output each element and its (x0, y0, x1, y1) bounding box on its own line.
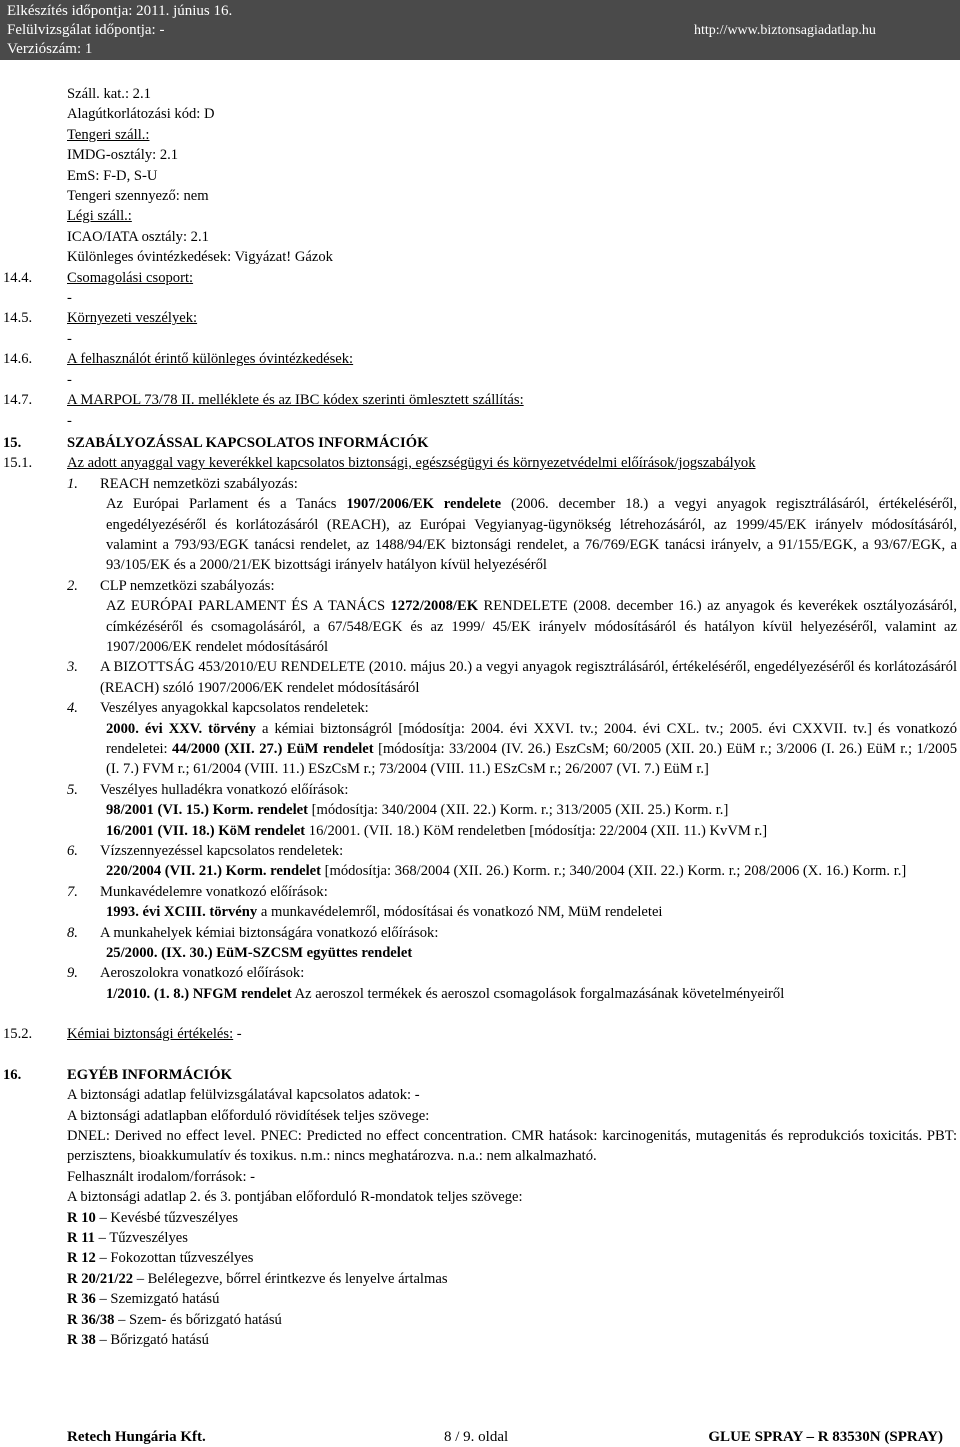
website-link[interactable]: http://www.biztonsagiadatlap.hu (694, 23, 876, 38)
text: (2006. december 18.) a vegyi anyagok regisztrálásáról, értékeléséről, engedélyezéséről és korlátozásáról (REACH), az Európai Vegyianyag-ügynökség létrehozásáról, az 1999/45/EK irányelv módosításáról, valamint a 793/93/EGK tanácsi rendelet, az 1488/94/EK biztonsági rendelet, a 76/769/EGK tanácsi irányelv, a 91/155/EGK, a 93/67/EGK, a 93/105/EK és a 2000/21/EK bizottsági irányelv hatályon kívül helyezéséről (106, 496, 957, 574)
regulation-ref: 98/2001 (VI. 15.) Korm. rendelet (106, 802, 308, 819)
item-title: Veszélyes anyagokkal kapcsolatos rendeletek: (100, 700, 369, 717)
item-number: 8. (67, 924, 78, 941)
section-value: - (67, 412, 72, 429)
section-title: A MARPOL 73/78 II. melléklete és az IBC kódex szerinti ömlesztett szállítás: (67, 392, 524, 409)
transport-class: Száll. kat.: 2.1 (67, 86, 151, 102)
regulation-item-2-text (106, 596, 957, 657)
regulation-item-9 (67, 963, 957, 983)
regulation-item-5-text-b (106, 821, 957, 841)
section-14-4 (0, 268, 960, 288)
transport-block (0, 84, 960, 268)
regulation-item-5-text-a (106, 800, 957, 820)
r-phrase-text: – Tűzveszélyes (94, 1229, 188, 1246)
regulation-item-4 (67, 698, 957, 718)
air-transport-title: Légi száll.: (67, 208, 132, 225)
page-number: 8 / 9. oldal (444, 1429, 509, 1445)
item-number: 1. (67, 475, 78, 492)
r-phrase-item (67, 1310, 957, 1330)
section-number: 15. (3, 434, 22, 451)
section-title: A felhasználót érintő különleges óvintézkedések: (67, 351, 354, 368)
item-title: Aeroszolokra vonatkozó előírások: (100, 965, 305, 982)
r-phrase-text: – Kevésbé tűzveszélyes (95, 1209, 239, 1226)
r-phrase-code: R 20/21/22 (67, 1270, 134, 1287)
item-title: Vízszennyezéssel kapcsolatos rendeletek: (100, 843, 344, 860)
prepared-date: Elkészítés időpontja: 2011. június 16. (7, 3, 233, 19)
section-14-5 (0, 308, 960, 328)
section-16-heading (0, 1065, 960, 1085)
section-14-7 (0, 390, 960, 410)
regulation-ref: 16/2001 (VII. 18.) KöM rendelet (106, 822, 306, 839)
regulation-item-7 (67, 882, 957, 902)
regulation-item-8-text (106, 943, 957, 963)
regulation-ref: 1993. évi XCIII. törvény (106, 904, 258, 921)
item-number: 9. (67, 965, 78, 982)
marine-pollutant: Tengeri szennyező: nem (67, 188, 209, 205)
item-number: 2. (67, 577, 78, 594)
spacer (0, 1004, 960, 1024)
item-text: A BIZOTTSÁG 453/2010/EU RENDELETE (2010. május 20.) a vegyi anyagok regisztrálásáról, értékeléséről, engedélyezéséről és korlátozásáról (REACH) szóló 1907/2006/EK rendelet módosításáról (100, 659, 957, 696)
item-number: 7. (67, 883, 78, 900)
r-phrase-item (67, 1289, 957, 1309)
r-phrase-code: R 11 (67, 1229, 95, 1246)
abbreviations-title: A biztonsági adatlapban előforduló rövidítések teljes szövege: (67, 1107, 430, 1124)
text: 16/2001. (VII. 18.) KöM rendeletben [módosítja: 22/2004 (XII. 11.) KvVM r.] (305, 822, 768, 839)
r-phrase-code: R 10 (67, 1209, 96, 1226)
sea-transport-title: Tengeri száll.: (67, 126, 150, 143)
section-number: 14.4. (3, 269, 33, 286)
section-number: 15.1. (3, 455, 33, 472)
item-number: 4. (67, 700, 78, 717)
regulation-item-8 (67, 923, 957, 943)
regulation-item-3 (67, 657, 957, 698)
regulation-item-9-text (106, 984, 957, 1004)
text: [módosítja: 33/2004 (IV. 26.) EszCsM; 60/2005 (XII. 20.) EüM r.; 3/2006 (I. 26.) EüM r.; 1/2005 (I. 7.) FVM r.; 61/2004 (VIII. 11.) ESzCsM r.; 73/2004 (VIII. 11.) ESzCsM r.; 26/2007 (VI. 7.) EüM r.] (106, 741, 958, 778)
page-header (0, 0, 960, 60)
text: Az Európai Parlament és a Tanács (106, 496, 347, 513)
regulation-ref: 1272/2008/EK (390, 598, 479, 615)
section-title: Környezeti veszélyek: (67, 310, 198, 327)
regulation-item-2 (67, 576, 957, 596)
section-title: Az adott anyaggal vagy keverékkel kapcsolatos biztonsági, egészségügyi és környezetvédelmi előírások/jogszabályok (67, 455, 756, 472)
document-body (0, 84, 960, 1350)
item-title: Veszélyes hulladékra vonatkozó előírások: (100, 781, 349, 798)
item-title: A munkahelyek kémiai biztonságára vonatkozó előírások: (100, 924, 439, 941)
text: a kémiai biztonságról [módosítja: 2004. évi XXVI. tv.; 2004. évi CXL. tv.; 2005. évi CXXVII. tv.] és vonatkozó rendeletei: (106, 720, 957, 757)
page-footer (0, 1428, 960, 1447)
r-phrase-item (67, 1330, 957, 1350)
section-number: 15.2. (3, 1026, 33, 1043)
section-value: - (67, 290, 72, 307)
text: [módosítja: 368/2004 (XII. 26.) Korm. r.; 340/2004 (XII. 22.) Korm. r.; 208/2006 (X. 16.) Korm. r.] (320, 863, 907, 880)
regulation-ref: 25/2000. (IX. 30.) EüM-SZCSM együttes rendelet (106, 945, 413, 962)
r-phrase-text: – Szemizgató hatású (95, 1291, 220, 1308)
regulation-ref: 220/2004 (VII. 21.) Korm. rendelet (106, 863, 321, 880)
regulation-item-1 (67, 474, 957, 494)
product-name: GLUE SPRAY – R 83530N (SPRAY) (708, 1429, 943, 1445)
item-title: Munkavédelemre vonatkozó előírások: (100, 883, 328, 900)
r-phrase-code: R 36/38 (67, 1311, 115, 1328)
section-15-heading (0, 433, 960, 453)
company-name: Retech Hungária Kft. (67, 1429, 206, 1445)
regulation-item-6 (67, 841, 957, 861)
section-title: EGYÉB INFORMÁCIÓK (67, 1066, 232, 1083)
section-number: 16. (3, 1066, 22, 1083)
revision-date: Felülvizsgálat időpontja: - (7, 22, 165, 38)
text: [módosítja: 340/2004 (XII. 22.) Korm. r.; 313/2005 (XII. 25.) Korm. r.] (307, 802, 729, 819)
imdg-class: IMDG-osztály: 2.1 (67, 147, 179, 164)
section-title: Kémiai biztonsági értékelés: (67, 1026, 234, 1043)
text: a munkavédelemről, módosításai és vonatkozó NM, MüM rendeletei (257, 904, 663, 921)
section-title: SZABÁLYOZÁSSAL KAPCSOLATOS INFORMÁCIÓK (67, 434, 429, 451)
regulation-ref: 2000. évi XXV. törvény (106, 720, 256, 737)
item-number: 6. (67, 843, 78, 860)
regulation-item-7-text (106, 902, 957, 922)
r-phrase-text: – Szem- és bőrizgató hatású (114, 1311, 282, 1328)
r-phrase-text: – Bőrizgató hatású (95, 1331, 209, 1348)
section-14-6 (0, 349, 960, 369)
ems-code: EmS: F-D, S-U (67, 167, 158, 184)
text: AZ EURÓPAI PARLAMENT ÉS A TANÁCS (106, 598, 391, 615)
section-value: - (67, 330, 72, 347)
r-phrase-text: – Belélegezve, bőrrel érintkezve és lenyelve ártalmas (133, 1270, 448, 1287)
tunnel-code: Alagútkorlátozási kód: D (67, 106, 215, 123)
review-data-line: A biztonsági adatlap felülvizsgálatával kapcsolatos adatok: - (67, 1087, 420, 1104)
r-phrase-item (67, 1228, 957, 1248)
regulation-item-4-text (106, 719, 957, 780)
r-phrase-item (67, 1248, 957, 1268)
special-precautions: Különleges óvintézkedések: Vigyázat! Gázok (67, 249, 333, 266)
section-15-1 (0, 453, 960, 473)
section-value: - (67, 371, 72, 388)
item-number: 3. (67, 659, 78, 676)
r-phrases-title: A biztonsági adatlap 2. és 3. pontjában előforduló R-mondatok teljes szövege: (67, 1189, 523, 1206)
regulation-ref: 44/2000 (XII. 27.) EüM rendelet (172, 741, 374, 757)
spacer (0, 1045, 960, 1065)
section-title: Csomagolási csoport: (67, 269, 194, 286)
section-number: 14.5. (3, 310, 33, 327)
icao-class: ICAO/IATA osztály: 2.1 (67, 228, 209, 245)
section-value: - (233, 1026, 242, 1043)
r-phrase-item (67, 1269, 957, 1289)
regulation-item-1-text (106, 494, 957, 576)
r-phrase-item (67, 1208, 957, 1228)
version-number: Verziószám: 1 (7, 41, 93, 57)
section-number: 14.7. (3, 392, 33, 409)
r-phrase-text: – Fokozottan tűzveszélyes (95, 1250, 254, 1267)
text: Az aeroszol termékek és aeroszol csomagolások forgalmazásának követelményeiről (291, 985, 785, 1002)
text: RENDELETE (2008. december 16.) az anyagok és keverékek osztályozásáról, címkézéséről és csomagolásáról, a 67/548/EGK és az 1999/ 45/EK irányelv módosításáról és hatályon kívül helyezéséről, valamint az 1907/2006/EK rendelet módosításáról (106, 598, 957, 655)
regulation-ref: 1/2010. (1. 8.) NFGM rendelet (106, 985, 292, 1002)
regulation-item-5 (67, 780, 957, 800)
r-phrase-code: R 38 (67, 1331, 96, 1348)
abbreviations-text: DNEL: Derived no effect level. PNEC: Predicted no effect concentration. CMR hatások: karcinogenitás, mutagenitás és reprodukciós toxicitás. PBT: perzisztens, bioakkumulatív és toxikus. n.m.: nincs meghatározva. n.a.: nem alkalmazható. (67, 1127, 957, 1165)
item-title: REACH nemzetközi szabályozás: (100, 475, 298, 492)
section-15-2 (0, 1024, 960, 1044)
section-number: 14.6. (3, 351, 33, 368)
regulation-ref: 1907/2006/EK rendelete (346, 496, 502, 513)
item-number: 5. (67, 781, 78, 798)
regulation-item-6-text (106, 861, 957, 881)
item-title: CLP nemzetközi szabályozás: (100, 577, 275, 594)
literature-line: Felhasznált irodalom/források: - (67, 1168, 256, 1185)
r-phrase-code: R 12 (67, 1250, 96, 1267)
r-phrase-code: R 36 (67, 1291, 96, 1308)
